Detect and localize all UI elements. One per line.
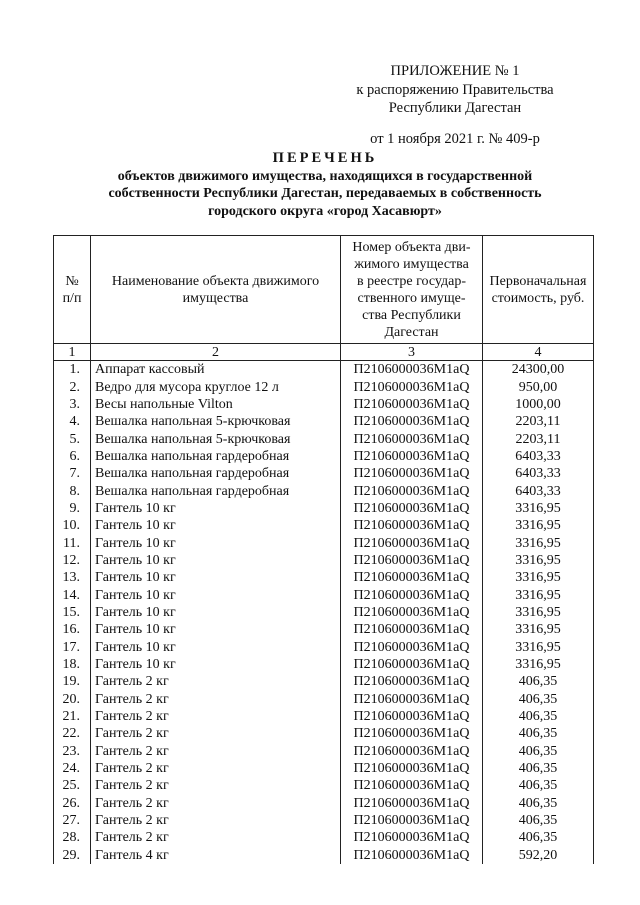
row-registry-number: П2106000036М1аQ [341,621,483,638]
row-number: 29. [54,847,91,864]
row-registry-number: П2106000036М1аQ [341,448,483,465]
table-row [54,604,594,621]
row-registry-number: П2106000036М1аQ [341,795,483,812]
row-initial-cost: 2203,11 [483,413,594,430]
row-item-name: Гантель 2 кг [91,743,341,760]
header-name-line-1: Наименование объекта движимого [111,273,320,289]
row-number: 7. [54,465,91,482]
row-item-name: Гантель 10 кг [91,656,341,673]
row-registry-number: П2106000036М1аQ [341,847,483,864]
row-item-name: Гантель 2 кг [91,760,341,777]
row-item-name: Вешалка напольная 5-крючковая [91,413,341,430]
row-item-name: Гантель 10 кг [91,552,341,569]
row-number: 3. [54,396,91,413]
table-row [54,465,594,482]
row-item-name: Гантель 2 кг [91,725,341,742]
column-number: 2 [91,344,341,361]
row-initial-cost: 406,35 [483,725,594,742]
table-row [54,534,594,551]
header-reg-line-4: ственного имуще- [357,290,466,306]
appendix-date: от 1 ноября 2021 г. № 409-р [370,130,540,147]
row-number: 23. [54,743,91,760]
row-item-name: Гантель 2 кг [91,708,341,725]
title-line-3: городского округа «город Хасавюрт» [208,203,442,219]
row-number: 28. [54,829,91,846]
header-reg-line-1: Номер объекта дви- [352,239,471,255]
document-title [60,150,590,220]
row-initial-cost: 1000,00 [483,396,594,413]
row-number: 17. [54,639,91,656]
appendix-order-ref: к распоряжению Правительства [356,81,554,98]
table-row [54,586,594,603]
row-registry-number: П2106000036М1аQ [341,725,483,742]
row-initial-cost: 3316,95 [483,604,594,621]
row-registry-number: П2106000036М1аQ [341,777,483,794]
row-number: 1. [54,361,91,379]
row-number: 15. [54,604,91,621]
table-body [54,361,594,864]
header-registry [341,236,483,344]
row-registry-number: П2106000036М1аQ [341,534,483,551]
row-registry-number: П2106000036М1аQ [341,517,483,534]
property-table-container [53,235,593,864]
row-number: 14. [54,586,91,603]
header-cost-line-2: стоимость, руб. [491,290,585,306]
table-row [54,569,594,586]
row-number: 22. [54,725,91,742]
row-item-name: Вешалка напольная гардеробная [91,482,341,499]
table-row [54,378,594,395]
row-number: 4. [54,413,91,430]
table-row [54,812,594,829]
row-registry-number: П2106000036М1аQ [341,691,483,708]
row-item-name: Гантель 10 кг [91,517,341,534]
table-row [54,552,594,569]
table-row [54,361,594,379]
row-registry-number: П2106000036М1аQ [341,743,483,760]
table-row [54,413,594,430]
row-item-name: Гантель 10 кг [91,639,341,656]
row-registry-number: П2106000036М1аQ [341,673,483,690]
row-number: 24. [54,760,91,777]
row-initial-cost: 3316,95 [483,569,594,586]
row-registry-number: П2106000036М1аQ [341,430,483,447]
row-registry-number: П2106000036М1аQ [341,465,483,482]
row-initial-cost: 3316,95 [483,586,594,603]
row-registry-number: П2106000036М1аQ [341,378,483,395]
row-initial-cost: 406,35 [483,829,594,846]
row-item-name: Гантель 10 кг [91,621,341,638]
row-number: 16. [54,621,91,638]
row-item-name: Гантель 10 кг [91,604,341,621]
row-initial-cost: 6403,33 [483,465,594,482]
row-initial-cost: 24300,00 [483,361,594,379]
row-item-name: Вешалка напольная гардеробная [91,465,341,482]
row-registry-number: П2106000036М1аQ [341,708,483,725]
row-item-name: Ведро для мусора круглое 12 л [91,378,341,395]
header-reg-line-2: жимого имущества [354,256,469,272]
row-initial-cost: 2203,11 [483,430,594,447]
row-initial-cost: 3316,95 [483,534,594,551]
header-reg-line-6: Дагестан [384,324,439,340]
row-number: 21. [54,708,91,725]
table-row [54,430,594,447]
header-num [54,236,91,344]
row-number: 12. [54,552,91,569]
row-number: 18. [54,656,91,673]
row-initial-cost: 406,35 [483,673,594,690]
table-row [54,777,594,794]
table-row [54,639,594,656]
table-row [54,725,594,742]
row-initial-cost: 406,35 [483,743,594,760]
row-initial-cost: 3316,95 [483,621,594,638]
row-registry-number: П2106000036М1аQ [341,639,483,656]
row-initial-cost: 3316,95 [483,500,594,517]
table-row [54,396,594,413]
property-table [53,235,594,864]
column-number-row [54,344,594,361]
row-initial-cost: 6403,33 [483,482,594,499]
row-number: 20. [54,691,91,708]
table-row [54,621,594,638]
row-item-name: Гантель 4 кг [91,847,341,864]
table-row [54,795,594,812]
row-registry-number: П2106000036М1аQ [341,552,483,569]
row-item-name: Гантель 10 кг [91,534,341,551]
appendix-number: ПРИЛОЖЕНИЕ № 1 [390,63,520,79]
header-name [91,236,341,344]
header-cost-line-1: Первоначальная [489,273,587,289]
row-number: 2. [54,378,91,395]
row-registry-number: П2106000036М1аQ [341,586,483,603]
row-item-name: Гантель 2 кг [91,795,341,812]
row-initial-cost: 950,00 [483,378,594,395]
row-registry-number: П2106000036М1аQ [341,482,483,499]
row-initial-cost: 406,35 [483,760,594,777]
row-registry-number: П2106000036М1аQ [341,604,483,621]
row-registry-number: П2106000036М1аQ [341,500,483,517]
header-reg-line-3: в реестре государ- [357,273,466,289]
row-item-name: Весы напольные Vilton [91,396,341,413]
row-item-name: Аппарат кассовый [91,361,341,379]
header-num-line-2: п/п [62,290,82,306]
table-row [54,847,594,864]
row-number: 11. [54,534,91,551]
row-item-name: Гантель 10 кг [91,500,341,517]
row-initial-cost: 406,35 [483,708,594,725]
row-item-name: Гантель 2 кг [91,673,341,690]
row-item-name: Гантель 2 кг [91,812,341,829]
title-heading: ПЕРЕЧЕНЬ [272,150,378,166]
row-item-name: Гантель 2 кг [91,691,341,708]
table-row [54,517,594,534]
table-row [54,760,594,777]
table-header-row [54,236,594,344]
row-registry-number: П2106000036М1аQ [341,396,483,413]
table-row [54,829,594,846]
row-initial-cost: 3316,95 [483,656,594,673]
row-initial-cost: 3316,95 [483,552,594,569]
row-item-name: Гантель 2 кг [91,829,341,846]
table-row [54,673,594,690]
header-cost [483,236,594,344]
row-initial-cost: 406,35 [483,812,594,829]
row-initial-cost: 406,35 [483,777,594,794]
row-registry-number: П2106000036М1аQ [341,812,483,829]
row-number: 25. [54,777,91,794]
row-initial-cost: 406,35 [483,691,594,708]
row-registry-number: П2106000036М1аQ [341,413,483,430]
row-registry-number: П2106000036М1аQ [341,569,483,586]
row-item-name: Гантель 10 кг [91,569,341,586]
column-number: 4 [483,344,594,361]
column-number: 3 [341,344,483,361]
row-registry-number: П2106000036М1аQ [341,760,483,777]
header-num-line-1: № [65,273,79,289]
table-row [54,691,594,708]
row-initial-cost: 3316,95 [483,639,594,656]
row-number: 27. [54,812,91,829]
row-registry-number: П2106000036М1аQ [341,656,483,673]
row-item-name: Гантель 10 кг [91,586,341,603]
row-item-name: Гантель 2 кг [91,777,341,794]
row-item-name: Вешалка напольная гардеробная [91,448,341,465]
row-registry-number: П2106000036М1аQ [341,829,483,846]
row-registry-number: П2106000036М1аQ [341,361,483,379]
row-item-name: Вешалка напольная 5-крючковая [91,430,341,447]
row-initial-cost: 3316,95 [483,517,594,534]
appendix-government: Республики Дагестан [388,100,522,116]
table-row [54,656,594,673]
row-number: 8. [54,482,91,499]
row-initial-cost: 592,20 [483,847,594,864]
table-row [54,743,594,760]
table-row [54,708,594,725]
table-row [54,500,594,517]
appendix-header [330,62,580,148]
row-number: 6. [54,448,91,465]
row-number: 5. [54,430,91,447]
row-number: 10. [54,517,91,534]
title-line-2: собственности Республики Дагестан, передаваемых в собственность [108,186,542,201]
row-initial-cost: 6403,33 [483,448,594,465]
header-name-line-2: имущества [182,290,249,306]
row-number: 13. [54,569,91,586]
row-number: 19. [54,673,91,690]
table-row [54,448,594,465]
row-initial-cost: 406,35 [483,795,594,812]
header-reg-line-5: ства Республики [362,307,461,323]
title-line-1: объектов движимого имущества, находящихся в государственной [117,168,533,184]
row-number: 9. [54,500,91,517]
table-row [54,482,594,499]
column-number: 1 [54,344,91,361]
row-number: 26. [54,795,91,812]
